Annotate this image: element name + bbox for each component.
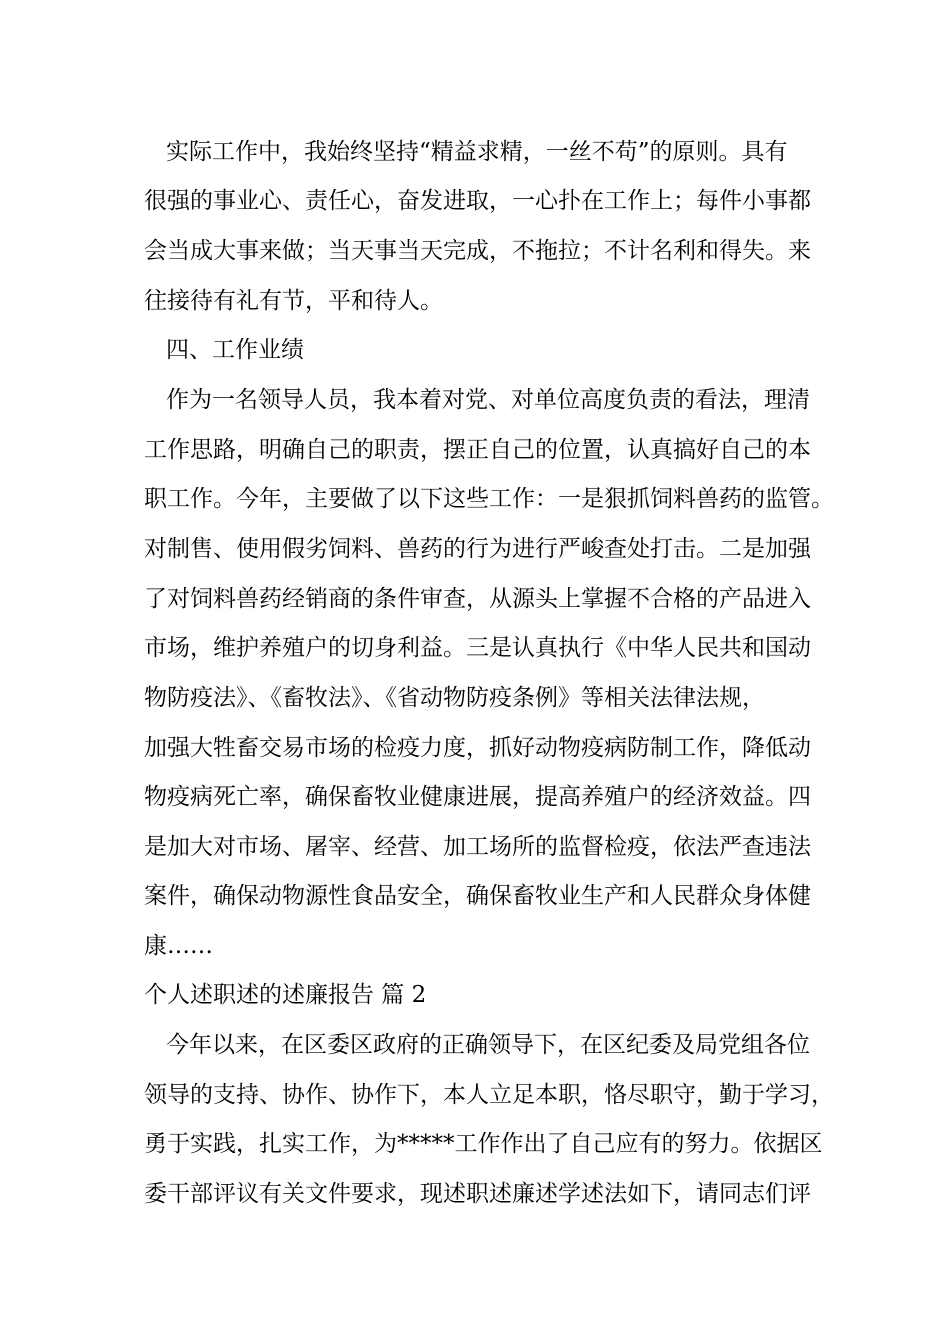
paragraph-line: 往接待有礼有节，平和待人。 xyxy=(144,288,443,314)
paragraph-line: 今年以来，在区委区政府的正确领导下，在区纪委及局党组各位 xyxy=(166,1032,810,1058)
paragraph-line: 作为一名领导人员，我本着对党、对单位高度负责的看法，理清 xyxy=(166,387,810,413)
paragraph-line: 实际工作中，我始终坚持“精益求精，一丝不苟”的原则。具有 xyxy=(166,139,788,165)
paragraph-line: 市场，维护养殖户的切身利益。三是认真执行《中华人民共和国动 xyxy=(144,635,811,661)
paragraph-line: 职工作。今年，主要做了以下这些工作：一是狠抓饲料兽药的监管。 xyxy=(144,486,834,512)
paragraph-line: 很强的事业心、责任心，奋发进取，一心扑在工作上；每件小事都 xyxy=(144,188,811,214)
paragraph-line: 委干部评议有关文件要求，现述职述廉述学述法如下，请同志们评 xyxy=(144,1181,811,1207)
paragraph-line: 会当成大事来做；当天事当天完成，不拖拉；不计名利和得失。来 xyxy=(144,238,811,264)
paragraph-line: 康…… xyxy=(144,933,213,959)
paragraph-line: 领导的支持、协作、协作下，本人立足本职，恪尽职守，勤于学习， xyxy=(144,1082,834,1108)
paragraph-line: 是加大对市场、屠宰、经营、加工场所的监督检疫，依法严查违法 xyxy=(144,834,811,860)
paragraph-line: 勇于实践，扎实工作，为*****工作作出了自己应有的努力。依据区 xyxy=(144,1131,823,1157)
section-heading: 四、工作业绩 xyxy=(166,337,304,363)
paragraph-line: 物防疫法》、《畜牧法》、《省动物防疫条例》等相关法律法规， xyxy=(144,685,765,711)
article-title: 个人述职述的述廉报告 篇 2 xyxy=(144,982,427,1008)
paragraph-line: 工作思路，明确自己的职责，摆正自己的位置，认真搞好自己的本 xyxy=(144,437,811,463)
paragraph-line: 了对饲料兽药经销商的条件审查，从源头上掌握不合格的产品进入 xyxy=(144,586,811,612)
paragraph-line: 对制售、使用假劣饲料、兽药的行为进行严峻查处打击。二是加强 xyxy=(144,536,811,562)
paragraph-line: 加强大牲畜交易市场的检疫力度，抓好动物疫病防制工作，降低动 xyxy=(144,735,811,761)
paragraph-line: 物疫病死亡率，确保畜牧业健康进展，提高养殖户的经济效益。四 xyxy=(144,784,811,810)
paragraph-line: 案件，确保动物源性食品安全，确保畜牧业生产和人民群众身体健 xyxy=(144,883,811,909)
